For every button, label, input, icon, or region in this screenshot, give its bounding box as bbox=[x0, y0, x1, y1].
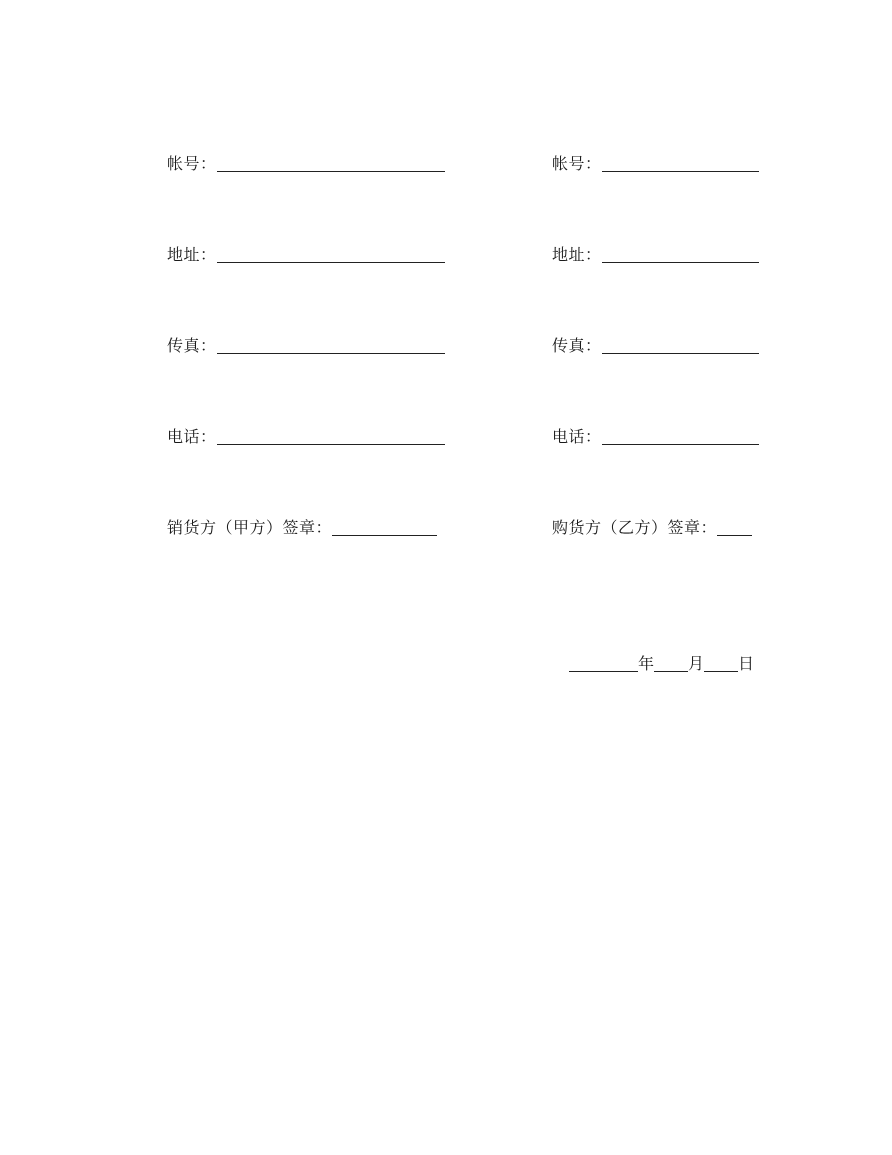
seller-phone-blank[interactable] bbox=[217, 426, 445, 445]
seller-fax-field bbox=[167, 332, 445, 356]
buyer-phone-label: 电话： bbox=[552, 427, 602, 446]
buyer-signature-field bbox=[552, 514, 752, 538]
buyer-account-blank[interactable] bbox=[602, 153, 759, 172]
buyer-address-field bbox=[552, 241, 759, 265]
buyer-fax-field bbox=[552, 332, 759, 356]
buyer-signature-label: 购货方（乙方）签章： bbox=[552, 518, 718, 537]
seller-signature-field bbox=[167, 514, 437, 538]
seller-phone-field bbox=[167, 423, 445, 447]
day-unit-label: 日 bbox=[738, 654, 755, 673]
buyer-account-label: 帐号： bbox=[552, 154, 602, 173]
buyer-address-blank[interactable] bbox=[602, 244, 759, 263]
seller-account-label: 帐号： bbox=[167, 154, 217, 173]
year-blank[interactable] bbox=[569, 653, 638, 672]
seller-signature-label: 销货方（甲方）签章： bbox=[167, 518, 333, 537]
seller-signature-blank[interactable] bbox=[332, 517, 437, 536]
buyer-phone-blank[interactable] bbox=[602, 426, 759, 445]
buyer-account-field bbox=[552, 150, 759, 174]
buyer-address-label: 地址： bbox=[552, 245, 602, 264]
seller-address-label: 地址： bbox=[167, 245, 217, 264]
month-blank[interactable] bbox=[654, 653, 688, 672]
seller-account-blank[interactable] bbox=[217, 153, 445, 172]
seller-fax-blank[interactable] bbox=[217, 335, 445, 354]
month-unit-label: 月 bbox=[688, 654, 705, 673]
buyer-fax-label: 传真： bbox=[552, 336, 602, 355]
seller-phone-label: 电话： bbox=[167, 427, 217, 446]
seller-address-blank[interactable] bbox=[217, 244, 445, 263]
seller-fax-label: 传真： bbox=[167, 336, 217, 355]
buyer-phone-field bbox=[552, 423, 759, 447]
signing-date bbox=[569, 650, 754, 674]
day-blank[interactable] bbox=[704, 653, 738, 672]
seller-address-field bbox=[167, 241, 445, 265]
year-unit-label: 年 bbox=[638, 654, 655, 673]
buyer-signature-blank[interactable] bbox=[717, 517, 752, 536]
buyer-fax-blank[interactable] bbox=[602, 335, 759, 354]
seller-account-field bbox=[167, 150, 445, 174]
